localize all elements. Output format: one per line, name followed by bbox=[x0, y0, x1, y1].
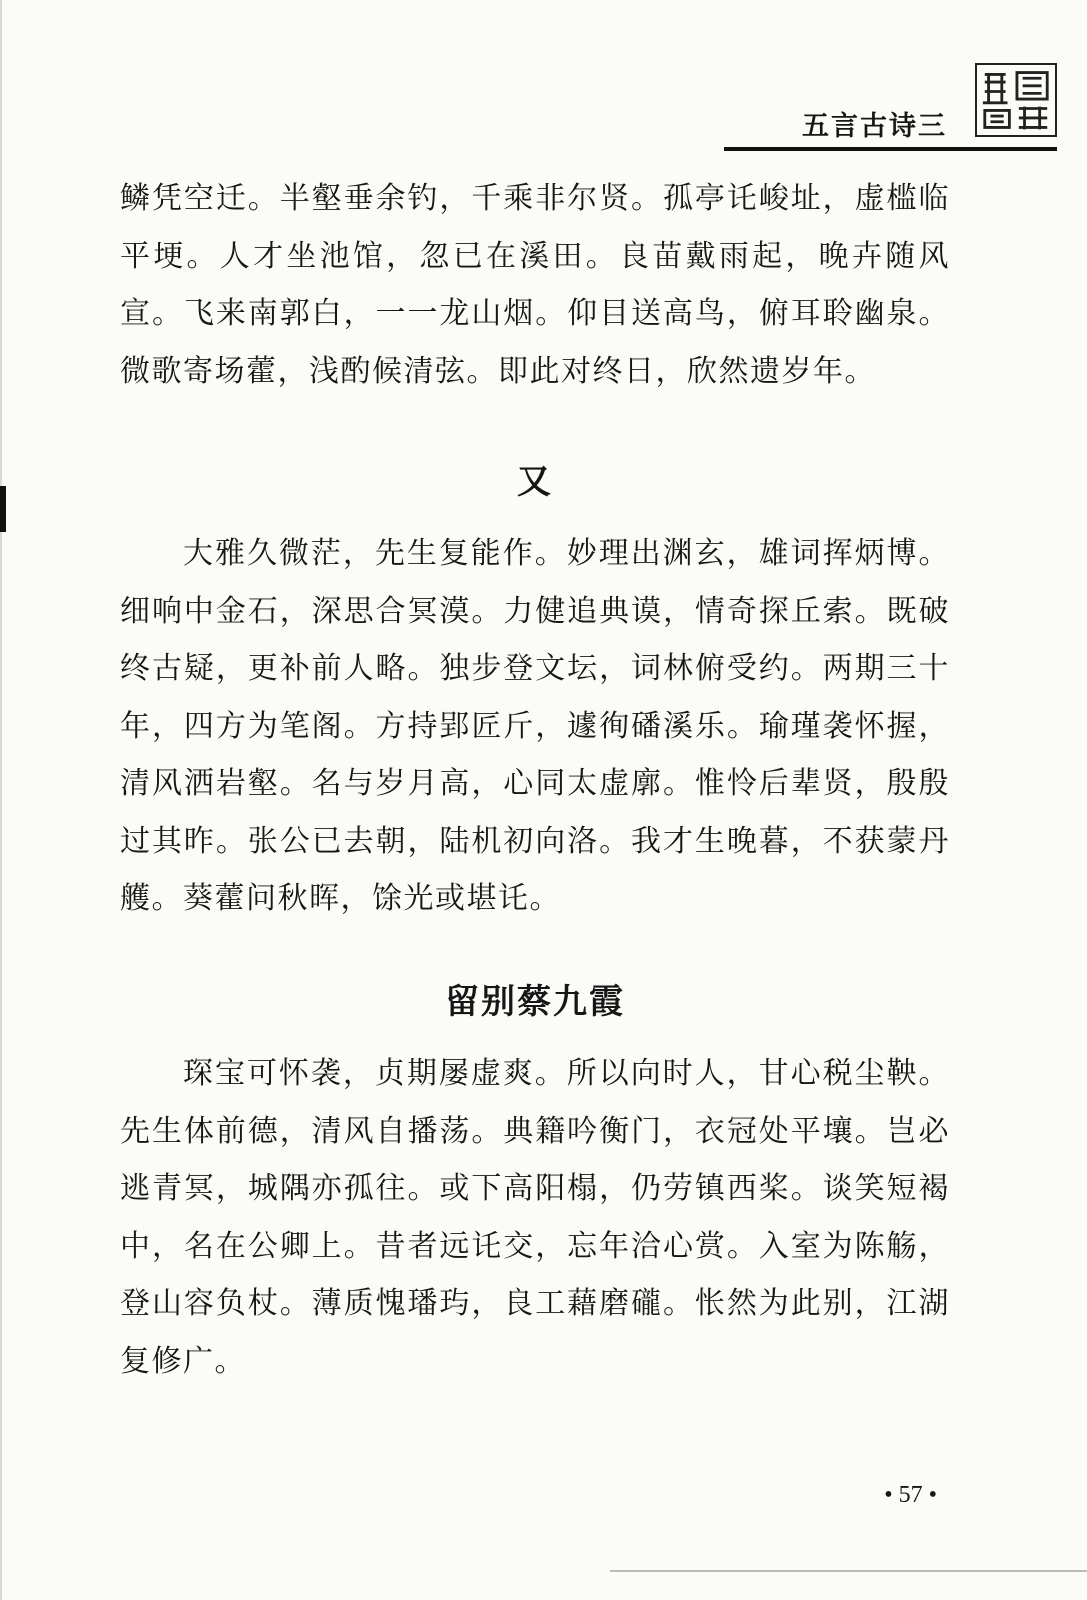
header-rule bbox=[724, 147, 1057, 151]
poem-title-liubie-caijiuxia: 留别蔡九霞 bbox=[445, 982, 625, 1022]
page-left-edge bbox=[0, 0, 2, 1600]
page-number: • 57 • bbox=[884, 1482, 937, 1508]
poem-text-you: 大雅久微茫，先生复能作。妙理出渊玄，雄词挥炳博。细响中金石，深思合冥漠。力健追典谟，情奇探丘索。既破终古疑，更补前人略。独步登文坛，词林俯受约。两期三十年，四方为笔阁。方持郢匠斤，遽徇磻溪乐。瑜瑾袭怀握，清风洒岩壑。名与岁月高，心同太虚廓。惟怜后辈贤，殷殷过其昨。张公已去朝，陆机初向洛。我才生晚暮，不获蒙丹艧。葵藿问秋晖，馀光或堪讬。 bbox=[120, 536, 950, 916]
binding-mark bbox=[0, 486, 6, 532]
poem-continuation-text: 鳞凭空迁。半壑垂余钓，千乘非尔贤。孤亭讬峻址，虚槛临平埂。人才坐池馆，忽已在溪田。良苗戴雨起，晚卉随风宣。飞来南郭白，一一龙山烟。仰目送高鸟，俯耳聆幽泉。微歌寄场藿，浅酌候清弦。即此对终日，欣然遗岁年。 bbox=[120, 181, 950, 389]
running-header: 五言古诗三 bbox=[802, 111, 947, 142]
bottom-rule bbox=[610, 1570, 1087, 1572]
seal-logo-icon bbox=[975, 63, 1057, 137]
poem-title-you: 又 bbox=[517, 462, 553, 502]
poem-text-liubie-caijiuxia: 琛宝可怀袭，贞期屡虚爽。所以向时人，甘心税尘鞅。先生体前德，清风自播荡。典籍吟衡门，衣冠处平壤。岂必逃青冥，城隅亦孤往。或下高阳榻，仍劳镇西桨。谈笑短褐中，名在公卿上。昔者远讬交，忘年洽心赏。入室为陈觞，登山容负杖。薄质愧璠玙，良工藉磨礲。怅然为此别，江湖复修广。 bbox=[120, 1056, 950, 1379]
